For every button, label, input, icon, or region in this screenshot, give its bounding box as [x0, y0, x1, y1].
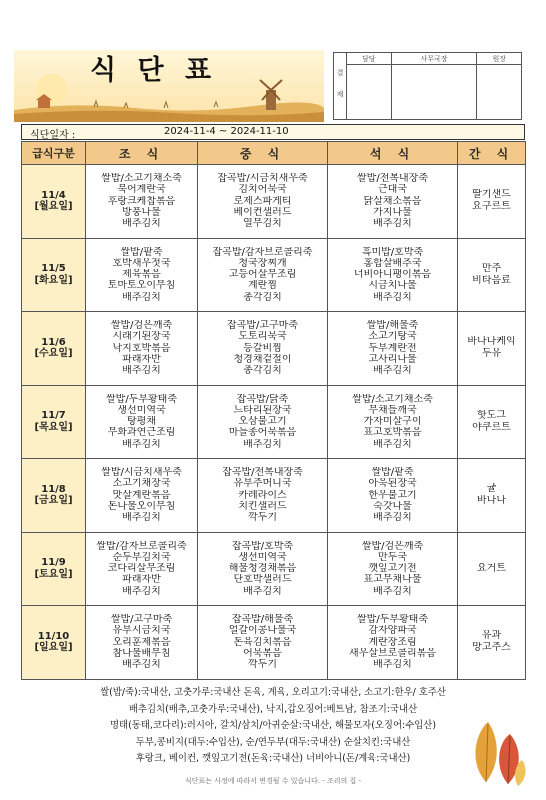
menu-item: 잡곡밥/전복내장죽	[222, 467, 303, 478]
snack-cell	[458, 532, 526, 606]
breakfast-cell	[86, 606, 198, 680]
lunch-cell	[198, 606, 328, 680]
column-header-dinner: 석 식	[328, 142, 458, 165]
menu-item: 얼갈이콩나물국	[228, 625, 297, 637]
menu-item: 쌀밥/두부황태죽	[357, 614, 428, 625]
dinner-cell	[328, 606, 458, 680]
day-date: 11/7	[41, 410, 66, 422]
menu-item: 낙지호박볶음	[112, 342, 171, 354]
menu-item: 배추김치	[373, 438, 412, 450]
menu-item: 배추김치	[122, 438, 161, 450]
menu-row	[22, 385, 526, 459]
day-date: 11/9	[41, 557, 66, 569]
menu-item: 제육볶음	[122, 269, 161, 281]
menu-item: 바나나	[477, 495, 506, 507]
menu-item: 고등어살무조림	[228, 269, 297, 281]
menu-item: 표고호박볶음	[363, 427, 422, 439]
lunch-cell	[198, 385, 328, 459]
menu-item: 소고기채장국	[112, 478, 171, 490]
menu-item: 쌀밥/팥죽	[371, 467, 414, 478]
lunch-cell	[198, 238, 328, 312]
menu-item: 방풍나물	[122, 206, 161, 218]
menu-row	[22, 532, 526, 606]
dinner-cell	[328, 385, 458, 459]
menu-item: 베이컨샐러드	[233, 206, 292, 218]
day-weekday: [목요일]	[34, 421, 73, 433]
period-row	[21, 124, 525, 140]
menu-item: 무채들깨국	[368, 404, 417, 416]
day-date: 11/10	[37, 630, 70, 642]
menu-item: 쌀밥/소고기채소죽	[352, 393, 433, 405]
breakfast-cell	[86, 459, 198, 533]
menu-item: 청국장찌개	[238, 257, 287, 269]
menu-row	[22, 459, 526, 533]
menu-item: 딸기샌드	[472, 189, 511, 201]
menu-item: 쌀밥/전복내장죽	[357, 173, 428, 184]
menu-item: 소고기탕국	[368, 331, 417, 343]
dinner-cell	[328, 238, 458, 312]
menu-item: 탕평채	[127, 416, 156, 428]
dinner-cell	[328, 312, 458, 386]
menu-item: 깍두기	[248, 512, 277, 524]
menu-item: 쌀밥/해물죽	[366, 320, 419, 331]
menu-item: 배추김치	[122, 512, 161, 524]
origin-line: 배추김치(배추,고춧가루:국내산), 낙지,갑오징어:베트남, 참조기:국내산	[128, 703, 418, 715]
menu-row	[22, 606, 526, 680]
lunch-cell	[198, 459, 328, 533]
menu-item: 청경채겉절이	[233, 353, 292, 365]
menu-item: 북어계란국	[117, 184, 166, 196]
menu-item: 만주	[481, 262, 502, 274]
menu-item: 망고주스	[472, 642, 511, 654]
menu-item: 배추김치	[373, 659, 412, 671]
menu-item: 배추김치	[373, 585, 412, 597]
day-date: 11/8	[41, 483, 66, 495]
menu-item: 숙갓나물	[373, 500, 412, 512]
menu-item: 홍합살배추국	[363, 257, 422, 269]
menu-item: 파래자반	[122, 353, 161, 365]
menu-item: 표고무채나물	[363, 574, 422, 586]
snack-cell	[458, 312, 526, 386]
menu-item: 깍두기	[248, 659, 277, 671]
menu-item: 해물청경채볶음	[228, 563, 297, 575]
menu-item: 토마토오이무침	[107, 280, 176, 292]
menu-item: 총각김치	[243, 365, 282, 377]
menu-item: 치킨샐러드	[238, 500, 287, 512]
menu-item: 생선미역국	[238, 551, 287, 563]
menu-item: 유과	[481, 630, 502, 642]
menu-item: 참나물배무침	[112, 647, 171, 659]
menu-item: 무화과연근조림	[107, 427, 176, 439]
menu-item: 배추김치	[243, 585, 282, 597]
breakfast-cell	[86, 238, 198, 312]
menu-item: 잡곡밥/감자브로콜리죽	[212, 246, 313, 258]
day-cell	[22, 312, 86, 386]
menu-item: 열무김치	[243, 218, 282, 230]
menu-item: 돈육김치볶음	[233, 636, 292, 648]
menu-item: 오리훈제볶음	[112, 636, 171, 648]
origin-line: 후랑크, 베이컨, 깻잎고기전(돈육:국내산) 너비아니(돈/계육:국내산)	[135, 753, 411, 764]
column-header-category: 급식구분	[22, 142, 86, 165]
menu-item: 계란찜	[248, 280, 277, 292]
breakfast-cell	[86, 385, 198, 459]
column-header-snack: 간 식	[458, 142, 526, 165]
menu-item: 쌀밥/시금치새우죽	[101, 467, 182, 478]
day-cell	[22, 238, 86, 312]
approval-sign-director	[477, 65, 522, 120]
origin-line: 명태(동태,코다리):러시아, 갈치/삼치/아귀순살:국내산, 해물모자(오징어:수입산)	[109, 720, 437, 731]
day-cell	[22, 606, 86, 680]
approval-sign-secretary	[391, 65, 477, 120]
snack-cell	[458, 385, 526, 459]
menu-row	[22, 312, 526, 386]
menu-item: 마늘종어묵볶음	[228, 427, 297, 439]
menu-item: 배추김치	[373, 291, 412, 303]
menu-item: 너비아니팽이볶음	[353, 269, 432, 281]
menu-item: 배추김치	[373, 512, 412, 524]
snack-cell	[458, 606, 526, 680]
period-label: 식단일자 :	[30, 130, 76, 141]
breakfast-cell	[86, 532, 198, 606]
menu-item: 새우살브로콜리볶음	[349, 647, 436, 659]
approval-box	[333, 52, 522, 120]
menu-table	[21, 141, 526, 680]
menu-item: 배추김치	[243, 438, 282, 450]
menu-item: 순두부김치국	[112, 551, 171, 563]
menu-item: 어묵볶음	[243, 647, 282, 659]
day-cell	[22, 165, 86, 239]
menu-item: 잡곡밥/고구마죽	[227, 320, 298, 331]
origin-line: 두부,콩비지(대두:수입산), 순/연두부(대두:국내산) 순살치킨:국내산	[135, 736, 411, 748]
menu-item: 두부계란전	[368, 342, 417, 354]
menu-item: 로제스파게티	[233, 195, 292, 207]
menu-item: 쌀밥/소고기채소죽	[101, 173, 182, 184]
menu-item: 바나나케익	[467, 336, 516, 348]
menu-item: 배추김치	[122, 659, 161, 671]
day-cell	[22, 532, 86, 606]
menu-item: 닭살채소볶음	[363, 195, 422, 207]
lunch-cell	[198, 165, 328, 239]
approval-role-director: 원장	[477, 53, 522, 65]
menu-item: 유부주머니국	[233, 478, 292, 490]
menu-item: 후랑크케찹볶음	[107, 195, 176, 207]
menu-item: 배추김치	[122, 585, 161, 597]
menu-item: 배추김치	[122, 291, 161, 303]
menu-item: 한우불고기	[368, 489, 417, 501]
page-title: 식 단 표	[90, 55, 218, 86]
menu-item: 돈나물오이무침	[107, 500, 176, 512]
menu-item: 도토리묵국	[238, 331, 287, 343]
menu-item: 아욱된장국	[368, 478, 417, 490]
dinner-cell	[328, 165, 458, 239]
menu-item: 요거트	[477, 562, 506, 574]
menu-item: 쌀밥/고구마죽	[110, 614, 173, 625]
menu-item: 호박새우젓국	[112, 257, 171, 269]
menu-item: 잡곡밥/해물죽	[231, 614, 294, 625]
snack-cell	[458, 165, 526, 239]
menu-item: 배추김치	[373, 218, 412, 230]
day-weekday: [월요일]	[34, 201, 73, 213]
menu-item: 가지나물	[373, 206, 412, 218]
approval-role-secretary: 사무국장	[391, 53, 477, 65]
menu-item: 요구르트	[472, 201, 511, 213]
menu-item: 감자양파국	[368, 625, 417, 637]
origin-line: 쌀(밥/죽):국내산, 고춧가루:국내산 돈육, 계육, 오리고기:국내산, 소고기:한우/ 호주산	[100, 687, 446, 698]
day-weekday: [수요일]	[34, 348, 73, 360]
menu-item: 코다리살무조림	[107, 563, 176, 575]
menu-item: 쌀밥/검은깨죽	[361, 540, 424, 552]
column-header-breakfast: 조 식	[86, 142, 198, 165]
menu-item: 잡곡밥/호박죽	[231, 540, 294, 552]
menu-item: 고사리나물	[368, 353, 417, 365]
menu-row	[22, 165, 526, 239]
menu-item: 근대국	[378, 184, 407, 196]
menu-item: 김치어묵국	[238, 184, 287, 196]
footnote: 식단표는 사정에 따라서 변경될 수 있습니다. - 조리의 집 -	[184, 777, 362, 785]
menu-item: 유부시금치국	[112, 625, 171, 637]
menu-item: 단호박샐러드	[233, 574, 292, 586]
column-header-lunch: 중 식	[198, 142, 328, 165]
menu-item: 만두국	[378, 551, 407, 563]
breakfast-cell	[86, 165, 198, 239]
breakfast-cell	[86, 312, 198, 386]
menu-item: 카레라이스	[238, 489, 287, 501]
menu-item: 잡곡밥/닭죽	[236, 393, 289, 405]
menu-item: 맛살계란볶음	[112, 489, 171, 501]
menu-item: 쌀밥/팥죽	[120, 246, 163, 258]
menu-item: 두유	[481, 348, 502, 360]
menu-item: 쌀밥/감자브로콜리죽	[96, 540, 187, 552]
approval-sign-staff	[347, 65, 392, 120]
menu-item: 가자미살구이	[363, 416, 422, 428]
menu-item: 핫도그	[477, 409, 506, 421]
day-weekday: [토요일]	[34, 568, 73, 580]
menu-item: 쌀밥/두부황태죽	[106, 393, 177, 405]
menu-item: 계란장조림	[368, 636, 417, 648]
menu-item: 느타리된장국	[233, 404, 292, 416]
approval-label: 결 재	[334, 53, 347, 120]
day-cell	[22, 459, 86, 533]
menu-item: 시래기된장국	[112, 331, 171, 343]
menu-item: 비타음료	[472, 274, 511, 286]
dinner-cell	[328, 459, 458, 533]
menu-body	[22, 165, 526, 680]
menu-item: 잡곡밥/시금치새우죽	[217, 173, 308, 184]
menu-item: 파래자반	[122, 574, 161, 586]
menu-row	[22, 238, 526, 312]
day-weekday: [일요일]	[34, 642, 73, 654]
menu-item: 생선미역국	[117, 404, 166, 416]
lunch-cell	[198, 532, 328, 606]
origin-info	[0, 685, 546, 768]
day-date: 11/4	[41, 189, 66, 201]
menu-item: 총각김치	[243, 291, 282, 303]
menu-item: 흑미밥/호박죽	[361, 246, 424, 258]
menu-item: 쌀밥/검은깨죽	[110, 320, 173, 331]
day-cell	[22, 385, 86, 459]
day-weekday: [금요일]	[34, 495, 73, 507]
menu-item: 배추김치	[122, 218, 161, 230]
menu-item: 오삼불고기	[238, 416, 287, 428]
menu-item: 시금치나물	[368, 280, 417, 292]
day-date: 11/5	[41, 263, 66, 275]
lunch-cell	[198, 312, 328, 386]
snack-cell	[458, 459, 526, 533]
day-date: 11/6	[41, 336, 66, 348]
day-weekday: [화요일]	[34, 274, 73, 286]
period-value: 2024-11-4 ~ 2024-11-10	[164, 126, 289, 137]
approval-role-staff: 담당	[347, 53, 392, 65]
menu-item: 야쿠르트	[472, 421, 511, 433]
menu-item: 배추김치	[122, 365, 161, 377]
menu-item: 귤	[486, 483, 497, 495]
menu-item: 배추김치	[373, 365, 412, 377]
menu-item: 등갈비찜	[243, 342, 282, 354]
menu-item: 깻잎고기전	[368, 563, 417, 575]
snack-cell	[458, 238, 526, 312]
dinner-cell	[328, 532, 458, 606]
